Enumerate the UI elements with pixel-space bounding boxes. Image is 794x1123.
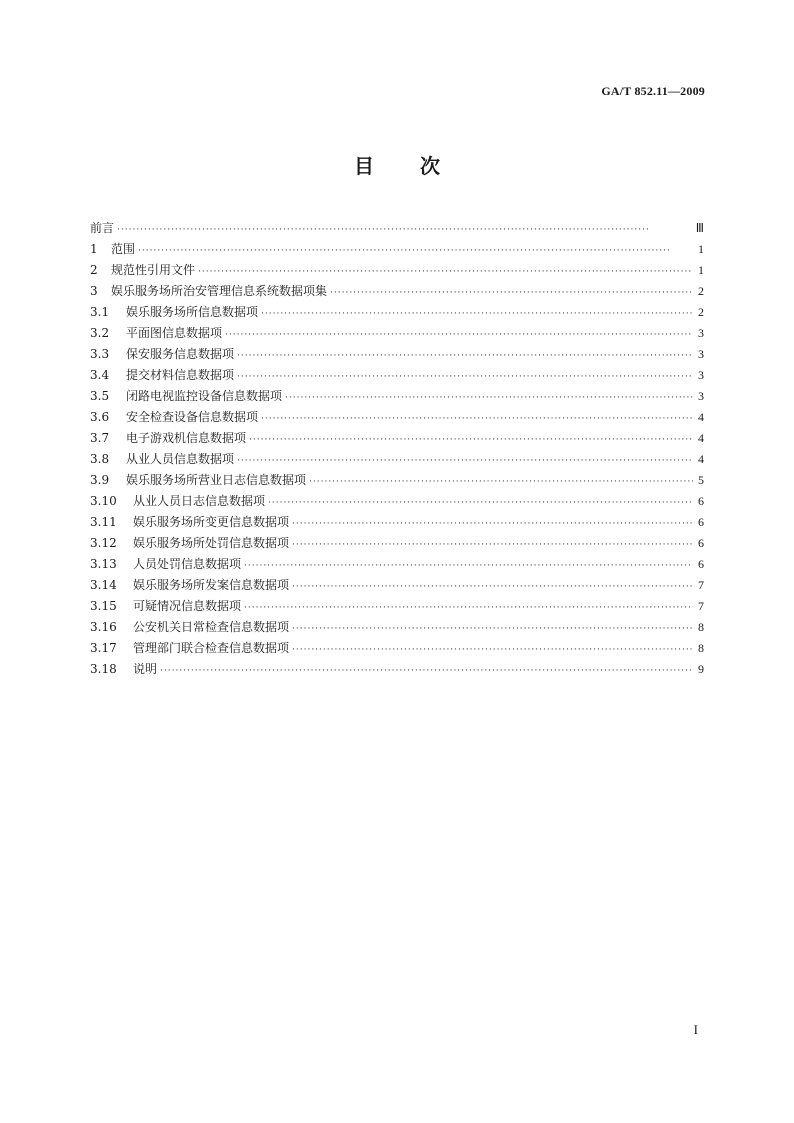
toc-entry-page: 2 — [698, 305, 704, 319]
toc-entry-number: 3.14 — [90, 578, 117, 592]
toc-entry-label: 可疑情况信息数据项 — [133, 599, 242, 613]
toc-entry-page: 3 — [698, 368, 704, 382]
toc-entry-number: 3.10 — [90, 494, 117, 508]
toc-leader-dots — [249, 430, 693, 451]
toc-entry-label: 范围 — [111, 242, 136, 256]
toc-entry-page: 6 — [698, 515, 704, 529]
toc-entry-label: 娱乐服务场所变更信息数据项 — [133, 515, 290, 529]
toc-entry-page: 4 — [698, 431, 704, 445]
toc-entry-label: 从业人员日志信息数据项 — [133, 494, 266, 508]
toc-entry-number: 3.16 — [90, 620, 117, 634]
table-of-contents — [90, 218, 704, 680]
toc-entry-number: 3.15 — [90, 599, 117, 613]
toc-entry-label: 电子游戏机信息数据项 — [126, 431, 247, 445]
toc-entry[interactable] — [90, 617, 704, 638]
toc-entry-number: 3.1 — [90, 305, 110, 319]
toc-entry[interactable] — [90, 659, 704, 680]
toc-entry-number: 3.18 — [90, 662, 117, 676]
toc-leader-dots — [292, 535, 693, 556]
toc-entry-page: 7 — [698, 599, 704, 613]
toc-entry[interactable] — [90, 575, 704, 596]
toc-entry-number: 3.4 — [90, 368, 110, 382]
toc-entry-number: 3.8 — [90, 452, 110, 466]
toc-entry[interactable] — [90, 302, 704, 323]
toc-entry[interactable] — [90, 449, 704, 470]
toc-entry-page: 4 — [698, 410, 704, 424]
toc-entry-number: 3.9 — [90, 473, 110, 487]
toc-leader-dots — [237, 451, 693, 472]
toc-entry-page: 4 — [698, 452, 704, 466]
toc-leader-dots — [292, 514, 693, 535]
toc-leader-dots — [285, 388, 693, 409]
toc-entry-label: 说明 — [133, 662, 158, 676]
toc-entry-page: 3 — [698, 389, 704, 403]
toc-leader-dots — [330, 283, 693, 304]
toc-entry-page: 1 — [698, 263, 704, 277]
toc-entry-page: 7 — [698, 578, 704, 592]
toc-leader-dots — [198, 262, 693, 283]
toc-entry[interactable] — [90, 470, 704, 491]
doc-code: GA/T 852.11—2009 — [601, 84, 705, 98]
toc-leader-dots — [237, 346, 693, 367]
toc-entry[interactable] — [90, 428, 704, 449]
toc-entry-number: 3.5 — [90, 389, 110, 403]
toc-leader-dots — [237, 367, 693, 388]
toc-entry-number: 3.2 — [90, 326, 110, 340]
toc-entry-label: 娱乐服务场所信息数据项 — [126, 305, 259, 319]
toc-entry-number: 3.13 — [90, 557, 117, 571]
toc-entry-page: 8 — [698, 620, 704, 634]
toc-leader-dots — [292, 640, 693, 661]
toc-entry-number: 3.6 — [90, 410, 110, 424]
page-title: 目次 — [354, 154, 486, 178]
toc-leader-dots — [244, 598, 693, 619]
toc-entry-number: 3.11 — [90, 515, 117, 529]
toc-entry-page: 2 — [698, 284, 704, 298]
toc-entry[interactable] — [90, 596, 704, 617]
toc-entry-number: 3.17 — [90, 641, 117, 655]
toc-entry-label: 安全检查设备信息数据项 — [126, 410, 259, 424]
toc-entry-number: 1 — [90, 242, 98, 256]
toc-entry-page: 9 — [698, 662, 704, 676]
toc-entry[interactable] — [90, 512, 704, 533]
toc-entry-page: 6 — [698, 557, 704, 571]
toc-entry-page: 3 — [698, 347, 704, 361]
toc-entry-page: 3 — [698, 326, 704, 340]
toc-entry-page: 5 — [698, 473, 704, 487]
toc-entry-page: 8 — [698, 641, 704, 655]
toc-entry-label: 从业人员信息数据项 — [126, 452, 235, 466]
toc-entry-label: 闭路电视监控设备信息数据项 — [126, 389, 283, 403]
toc-entry[interactable] — [90, 554, 704, 575]
toc-leader-dots — [244, 556, 693, 577]
toc-leader-dots — [225, 325, 693, 346]
toc-entry-number: 3 — [90, 284, 98, 298]
toc-entry-page: 1 — [698, 242, 704, 256]
toc-entry[interactable] — [90, 323, 704, 344]
toc-entry-number: 3.3 — [90, 347, 110, 361]
toc-leader-dots — [292, 619, 693, 640]
toc-entry[interactable] — [90, 407, 704, 428]
toc-entry-number: 2 — [90, 263, 98, 277]
toc-entry-label: 规范性引用文件 — [111, 263, 196, 277]
toc-entry[interactable] — [90, 491, 704, 512]
toc-entry-label: 娱乐服务场所治安管理信息系统数据项集 — [111, 284, 328, 298]
toc-entry[interactable] — [90, 260, 704, 281]
toc-entry-number: 3.7 — [90, 431, 110, 445]
page-number: I — [693, 1022, 698, 1037]
toc-entry-label: 公安机关日常检查信息数据项 — [133, 620, 290, 634]
toc-entry-label: 娱乐服务场所处罚信息数据项 — [133, 536, 290, 550]
toc-leader-dots — [138, 241, 693, 262]
toc-entry-page: 6 — [698, 494, 704, 508]
toc-leader-dots — [117, 220, 693, 241]
toc-entry-label: 保安服务信息数据项 — [126, 347, 235, 361]
toc-leader-dots — [261, 304, 693, 325]
toc-entry[interactable] — [90, 533, 704, 554]
toc-entry[interactable] — [90, 281, 704, 302]
toc-entry[interactable] — [90, 239, 704, 260]
toc-entry[interactable] — [90, 638, 704, 659]
toc-entry-number: 3.12 — [90, 536, 117, 550]
toc-entry-label: 前言 — [90, 221, 115, 235]
toc-entry-label: 管理部门联合检查信息数据项 — [133, 641, 290, 655]
toc-entry[interactable] — [90, 218, 704, 239]
toc-entry-page: 6 — [698, 536, 704, 550]
toc-entry[interactable] — [90, 386, 704, 407]
toc-leader-dots — [309, 472, 693, 493]
toc-entry-label: 人员处罚信息数据项 — [133, 557, 242, 571]
toc-entry[interactable] — [90, 344, 704, 365]
toc-leader-dots — [268, 493, 693, 514]
toc-entry[interactable] — [90, 365, 704, 386]
toc-leader-dots — [261, 409, 693, 430]
toc-entry-label: 平面图信息数据项 — [126, 326, 223, 340]
toc-leader-dots — [292, 577, 693, 598]
toc-entry-label: 提交材料信息数据项 — [126, 368, 235, 382]
toc-entry-label: 娱乐服务场所营业日志信息数据项 — [126, 473, 307, 487]
toc-entry-label: 娱乐服务场所发案信息数据项 — [133, 578, 290, 592]
toc-leader-dots — [160, 661, 693, 682]
toc-entry-page: Ⅲ — [695, 221, 704, 235]
